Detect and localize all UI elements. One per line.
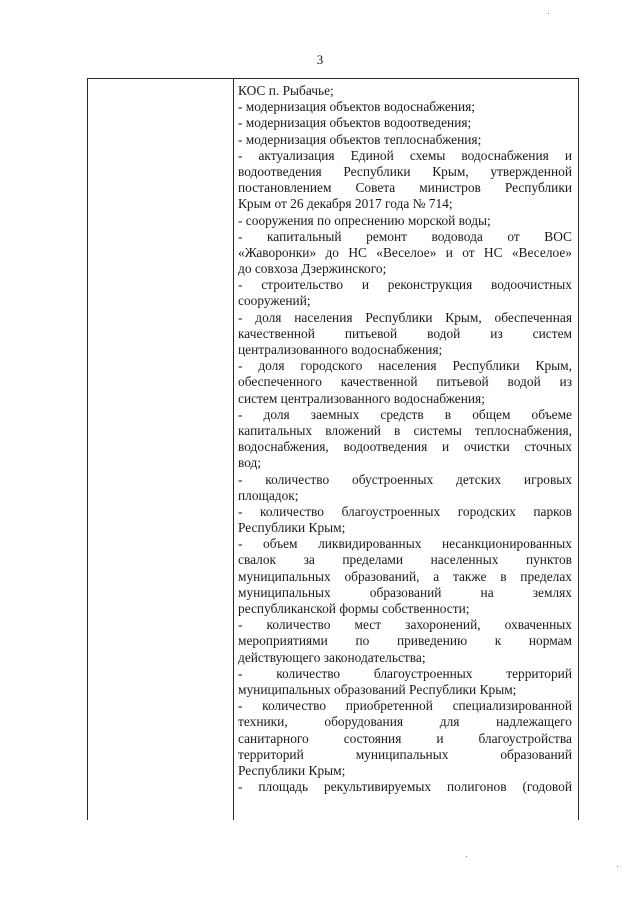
text-line: качественной питьевой водой из систем bbox=[238, 325, 572, 341]
text-line: - актуализация Единой схемы водоснабжения и bbox=[238, 147, 572, 163]
text-line: - объем ликвидированных несанкционированных bbox=[238, 536, 572, 552]
text-line: Республики Крым; bbox=[238, 762, 346, 778]
text-line: мероприятиями по приведению к нормам bbox=[238, 633, 572, 649]
text-line: - модернизация объектов водоотведения; bbox=[238, 115, 472, 131]
text-line: - количество мест захоронений, охваченных bbox=[238, 617, 572, 633]
text-line: - количество приобретенной специализированной bbox=[238, 698, 572, 714]
text-line: свалок за пределами населенных пунктов bbox=[238, 552, 572, 568]
text-line: - капитальный ремонт водовода от ВОС bbox=[238, 228, 572, 244]
scan-speck bbox=[617, 866, 618, 867]
text-line: Крым от 26 декабря 2017 года № 714; bbox=[238, 196, 453, 212]
text-line: - модернизация объектов водоснабжения; bbox=[238, 99, 476, 115]
text-line: водоотведения Республики Крым, утвержденной bbox=[238, 163, 572, 179]
text-line: Республики Крым; bbox=[238, 520, 346, 536]
text-line: вод; bbox=[238, 455, 262, 471]
table-right-cell bbox=[234, 79, 578, 820]
text-line: - количество благоустроенных городских парков bbox=[238, 503, 572, 519]
text-line: техники, оборудования для надлежащего bbox=[238, 714, 572, 730]
text-line: систем централизованного водоснабжения; bbox=[238, 390, 485, 406]
text-line: до совхоза Дзержинского; bbox=[238, 261, 387, 277]
text-line: санитарного состояния и благоустройства bbox=[238, 730, 572, 746]
text-line: - площадь рекультивируемых полигонов (годовой bbox=[238, 779, 572, 795]
scan-speck bbox=[466, 856, 467, 857]
text-line: сооружений; bbox=[238, 293, 311, 309]
text-line: - сооружения по опреснению морской воды; bbox=[238, 212, 491, 228]
text-line: «Жаворонки» до НС «Веселое» и от НС «Веселое» bbox=[238, 244, 572, 260]
text-line: - доля городского населения Республики Крым, bbox=[238, 358, 572, 374]
page-number: 3 bbox=[316, 52, 324, 67]
scan-speck bbox=[548, 13, 549, 14]
text-line: муниципальных образований Республики Крым; bbox=[238, 681, 517, 697]
text-line: обеспеченного качественной питьевой водой из bbox=[238, 374, 572, 390]
document-table bbox=[87, 78, 579, 820]
text-line: муниципальных образований на землях bbox=[238, 584, 572, 600]
text-line: площадок; bbox=[238, 487, 299, 503]
text-line: постановлением Совета министров Республики bbox=[238, 180, 572, 196]
text-line: водоснабжения, водоотведения и очистки сточных bbox=[238, 439, 572, 455]
text-line: муниципальных образований, а также в пределах bbox=[238, 568, 572, 584]
text-line: капитальных вложений в системы теплоснабжения, bbox=[238, 422, 572, 438]
text-line: - доля заемных средств в общем объеме bbox=[238, 406, 572, 422]
text-line: - количество обустроенных детских игровых bbox=[238, 471, 572, 487]
text-line: действующего законодательства; bbox=[238, 649, 426, 665]
text-line: - модернизация объектов теплоснабжения; bbox=[238, 131, 482, 147]
text-line: территорий муниципальных образований bbox=[238, 746, 572, 762]
table-left-cell bbox=[88, 79, 234, 820]
text-line: - строительство и реконструкция водоочистных bbox=[238, 277, 572, 293]
text-line: - доля населения Республики Крым, обеспеченная bbox=[238, 309, 572, 325]
text-line: КОС п. Рыбачье; bbox=[238, 83, 334, 98]
text-line: централизованного водоснабжения; bbox=[238, 342, 443, 357]
text-line: республиканской формы собственности; bbox=[238, 601, 470, 616]
text-line: - количество благоустроенных территорий bbox=[238, 665, 572, 681]
